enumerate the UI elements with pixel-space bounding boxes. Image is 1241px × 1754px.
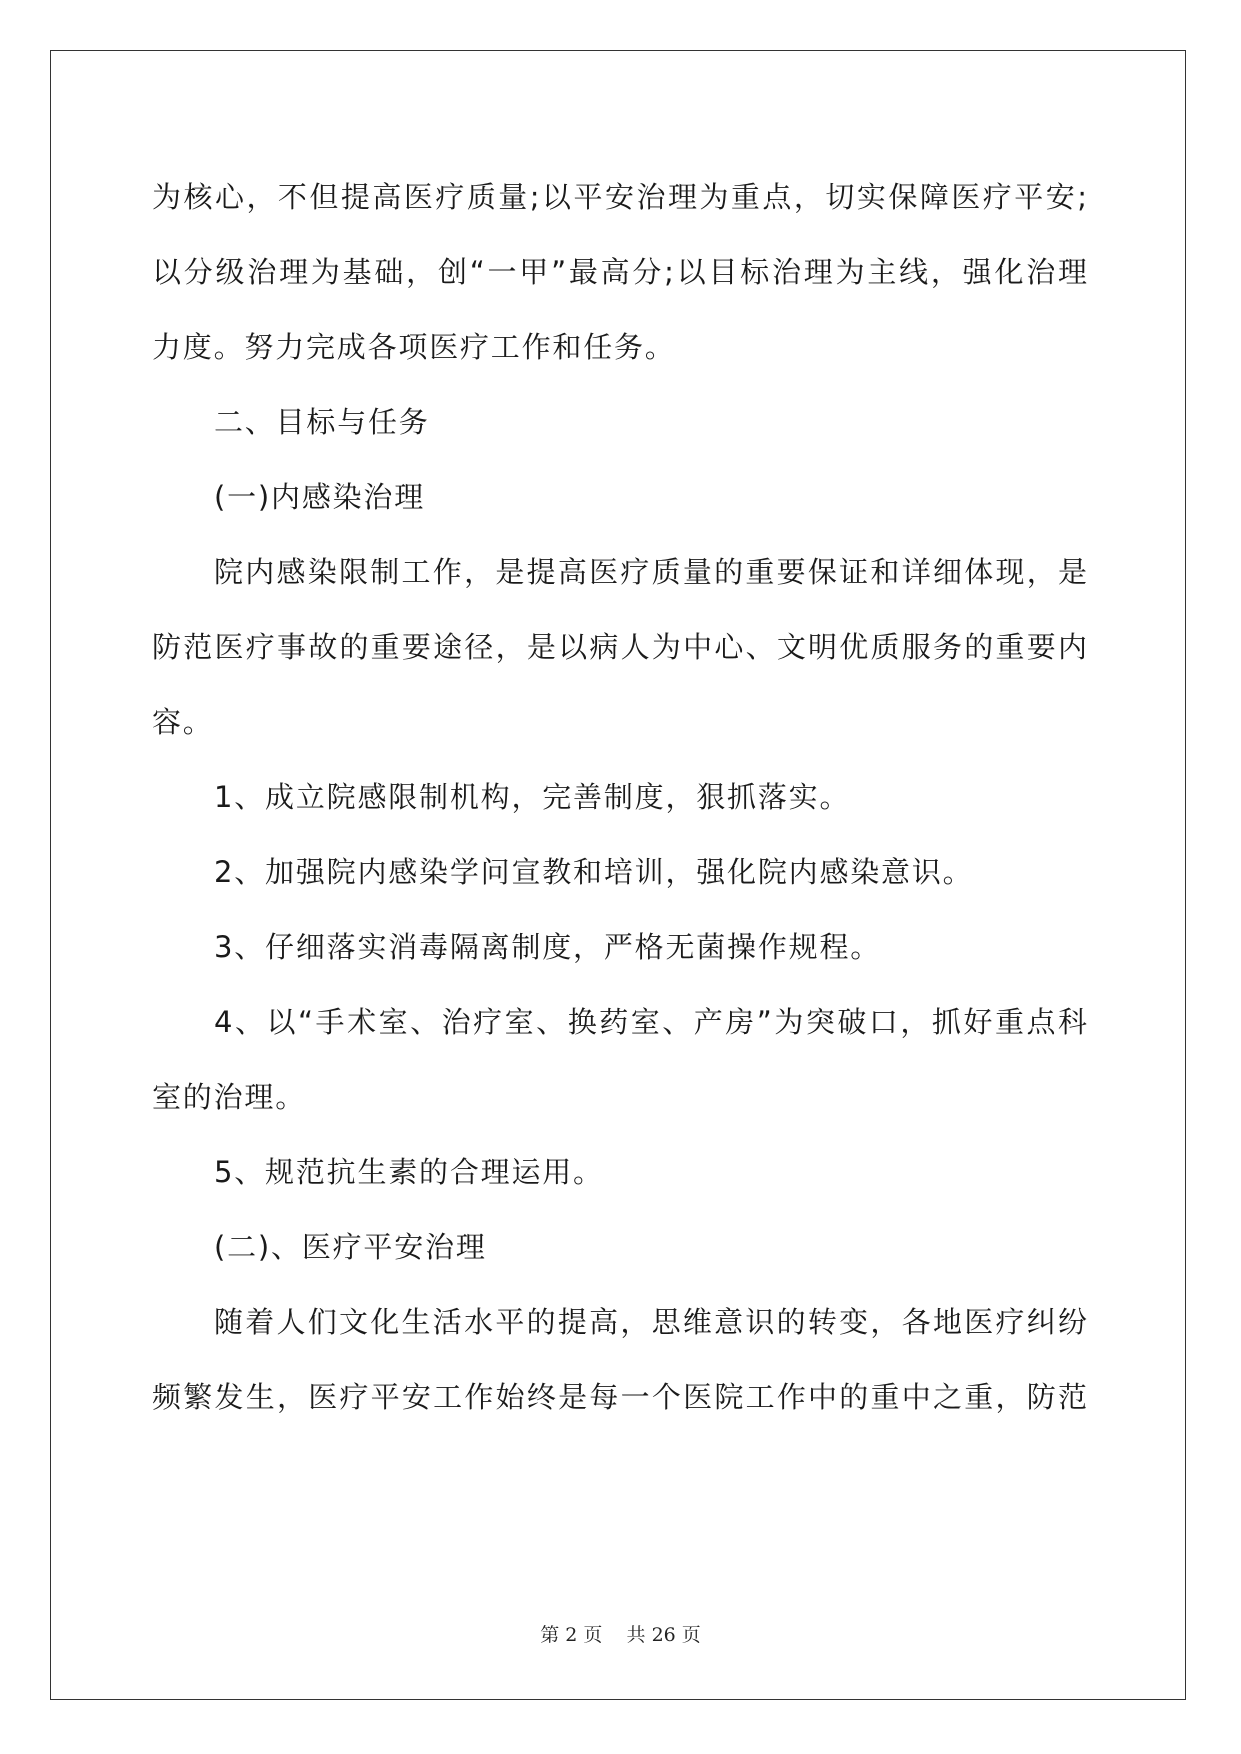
list-item: 5、规范抗生素的合理运用。 [214, 1155, 604, 1189]
list-item: 1、成立院感限制机构，完善制度，狠抓落实。 [214, 780, 851, 814]
text-line: 频繁发生，医疗平安工作始终是每一个医院工作中的重中之重，防范 [152, 1380, 1087, 1414]
subsection-heading: (二)、医疗平安治理 [214, 1230, 487, 1264]
text-line: 防范医疗事故的重要途径，是以病人为中心、文明优质服务的重要内 [152, 630, 1087, 664]
list-item: 2、加强院内感染学问宣教和培训，强化院内感染意识。 [214, 855, 974, 889]
section-heading: 二、目标与任务 [214, 405, 430, 439]
list-item: 3、仔细落实消毒隔离制度，严格无菌操作规程。 [214, 930, 882, 964]
subsection-heading: (一)内感染治理 [214, 480, 426, 514]
document-body [152, 160, 1087, 1435]
text-line: 容。 [152, 705, 214, 739]
text-line: 室的治理。 [152, 1080, 307, 1114]
text-line: 力度。努力完成各项医疗工作和任务。 [152, 330, 676, 364]
text-line: 院内感染限制工作，是提高医疗质量的重要保证和详细体现，是 [214, 555, 1087, 589]
page-number: 第 2 页 共 26 页 [540, 1624, 701, 1646]
list-item: 4、以“手术室、治疗室、换药室、产房”为突破口，抓好重点科 [214, 1005, 1087, 1039]
page-footer [0, 1620, 1241, 1647]
text-line: 以分级治理为基础，创“一甲”最高分;以目标治理为主线，强化治理 [152, 255, 1087, 289]
text-line: 为核心，不但提高医疗质量;以平安治理为重点，切实保障医疗平安; [152, 180, 1087, 214]
text-line: 随着人们文化生活水平的提高，思维意识的转变，各地医疗纠纷 [214, 1305, 1087, 1339]
